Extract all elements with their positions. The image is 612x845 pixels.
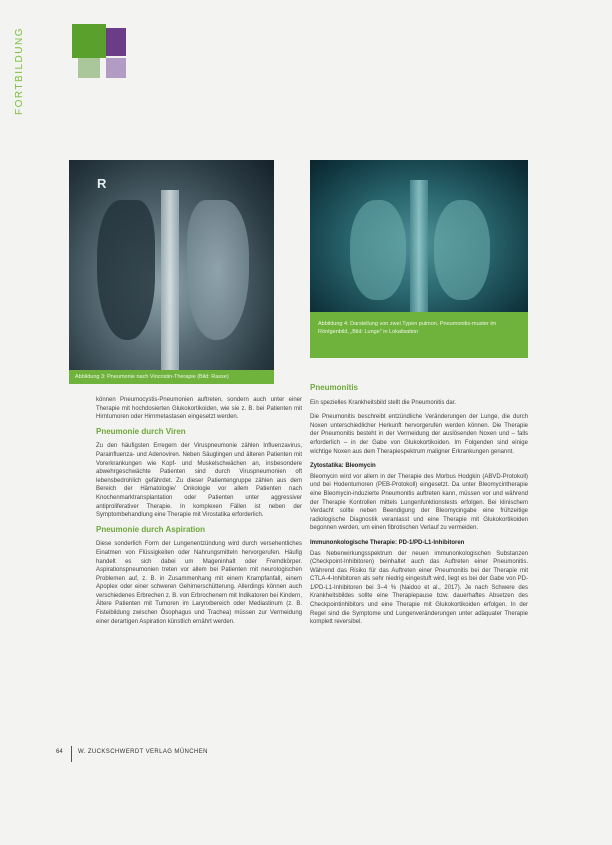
figure-caption-2: Abbildung 4: Darstellung von zwei Typen pulmon. Pneumonitis-muster im Röntgenbild, „Bild: Lunge" in Lokalisation	[310, 312, 528, 358]
section-label: FORTBILDUNG	[14, 27, 25, 115]
heading-pneumonitis: Pneumonitis	[310, 383, 359, 392]
logo-square-green	[72, 24, 106, 58]
paragraph-pneumonitis-intro: Ein spezielles Krankheitsbild stellt die Pneumonitis dar.	[310, 399, 457, 406]
xray-side-marker: R	[97, 176, 107, 191]
heading-viral-pneumonia: Pneumonie durch Viren	[96, 426, 186, 436]
paragraph-pd1: Das Nebenwirkungsspektrum der neuen immunonkologischen Substanzen (Checkpoint-Inhibitoren) beinhaltet auch das Auftreten einer Pneumonitis. Während das Risiko für das Auftreten einer Pneumonitis bei der Therapie mit CTLA-4-Inhibitoren als sehr niedrig eingestuft wird, liegt es bei der Gabe von PD-1/PD-L1-Inhibitoren bei 3–4 % (Naidoo et al., 2017). Je nach Schwere des Krankheitsbildes sollte eine Therapiepause bzw. dauerhaftes Absetzen des Checkpointinhibitors und eine Therapie mit Glukokortikoiden erfolgen. In der Regel sind die Symptome und Lungenveränderungen unter adäquater Therapie komplett reversibel.	[310, 550, 528, 626]
paragraph-bleomycin: Bleomycin wird vor allem in der Therapie des Morbus Hodgkin (ABVD-Protokoll) und bei Hodentumoren (PEB-Protokoll) eingesetzt. Da unter Bleomycintherapie eine Bleomycin-induzierte Pneumonitis auftreten kann, müssen vor und während der Therapie Kontrollen mittels Lungenfunktionstests erfolgen. Bei klinischem Verdacht sollte neben Beendigung der Bleomycingabe eine frühzeitige radiologische Diagnostik veranlasst und eine Therapie mit Glukokortikoiden begonnen werden, um einen fibrotischen Verlauf zu vermeiden.	[310, 473, 528, 532]
figure-caption-1: Abbildung 3: Pneumonie nach Vincristin-Therapie (Bild: Rasse)	[69, 370, 274, 384]
logo-square-light-purple	[106, 58, 126, 78]
logo-square-purple	[106, 28, 126, 56]
paragraph-pneumonitis: Die Pneumonitis beschreibt entzündliche Veränderungen der Lunge, die durch Noxen unterschiedlicher Herkunft hervorgerufen werden können. Die Therapie der Pneumonitis besteht in der Vermeidung der auslösenden Noxen und – falls erforderlich – in der Gabe von Glukokortikoiden. Im Folgenden sind einige wichtige Noxen aus dem Therapiespektrum maligner Erkrankungen genannt.	[310, 414, 528, 455]
heading-bleomycin: Zytostatika: Bleomycin	[310, 463, 376, 470]
xray-image-2	[310, 160, 528, 312]
logo-square-light-green	[78, 58, 100, 78]
section-logo	[72, 24, 132, 84]
xray-lung-right	[97, 200, 155, 340]
publisher-name: W. ZUCKSCHWERDT VERLAG MÜNCHEN	[78, 749, 208, 755]
heading-aspiration-pneumonia: Pneumonie durch Aspiration	[96, 524, 206, 534]
page-number: 64	[56, 749, 63, 755]
xray-spine	[410, 180, 428, 312]
xray-image-1	[69, 160, 274, 370]
intro-paragraph: können Pneumocystis-Pneumonien auftreten, sondern auch unter einer Therapie mit hochdosierten Glukokortikoiden, wie sie z. B. bei Patienten mit Hirntumoren oder Hirnmetastasen eingesetzt werden.	[96, 397, 302, 421]
paragraph-aspiration: Diese sonderlich Form der Lungenentzündung wird durch versehentliches Einatmen von Flüssigkeiten oder Nahrungsmitteln hervorgerufen. Häufig handelt es sich dabei um Mageninhalt oder Fremdkörper. Aspirationspneumonien treten vor allem bei Patienten mit neurologischen Problemen auf, z. B. in Zusammenhang mit einem Krampfanfall, einem Apoplex oder einer schweren Gehirnerschütterung. Allerdings können auch verschiedenes Erbrechen z. B. von Erbrochenem mit Indikatoren bei Kindern, Ältere Patienten mit Tumoren im Larynxbereich oder Mediastinum (z. B. Fisteibildung zwischen Ösophagus und Trachea) müssen zur Vermeidung einer derartigen Aspiration künstlich ernährt werden.	[96, 541, 302, 625]
paragraph-viral: Zu den häufigsten Erregern der Viruspneumonie zählen Influenzavirus, Parainfluenza- und Adenoviren. Neben Säuglingen und älteren Patienten mit Vorerkrankungen wie Kopf- und Muskelschwächen an, insbesondere abwehrgeschwächte Patienten sind durch Viruspneumonien oft lebensbedrohlich gefährdet. Zu dieser Patientengruppe zählen aus dem Bereich der Hämatologie/ Onkologie vor allem Patienten nach Knochenmarktransplantation oder Patienten unter aggressiver antiproliferativer Therapie. In komplexen Fällen ist neben der Symptombehandlung eine Therapie mit Virostatika erforderlich.	[96, 443, 302, 519]
xray-lung-left	[434, 200, 490, 300]
xray-lung-left	[187, 200, 249, 340]
footer-divider	[71, 746, 72, 762]
xray-spine	[161, 190, 179, 370]
heading-pd1-inhibitors: Immunonkologische Therapie: PD-1/PD-L1-Inhibitoren	[310, 539, 465, 546]
right-column	[310, 378, 528, 633]
left-column	[96, 396, 302, 632]
xray-lung-right	[350, 200, 406, 300]
